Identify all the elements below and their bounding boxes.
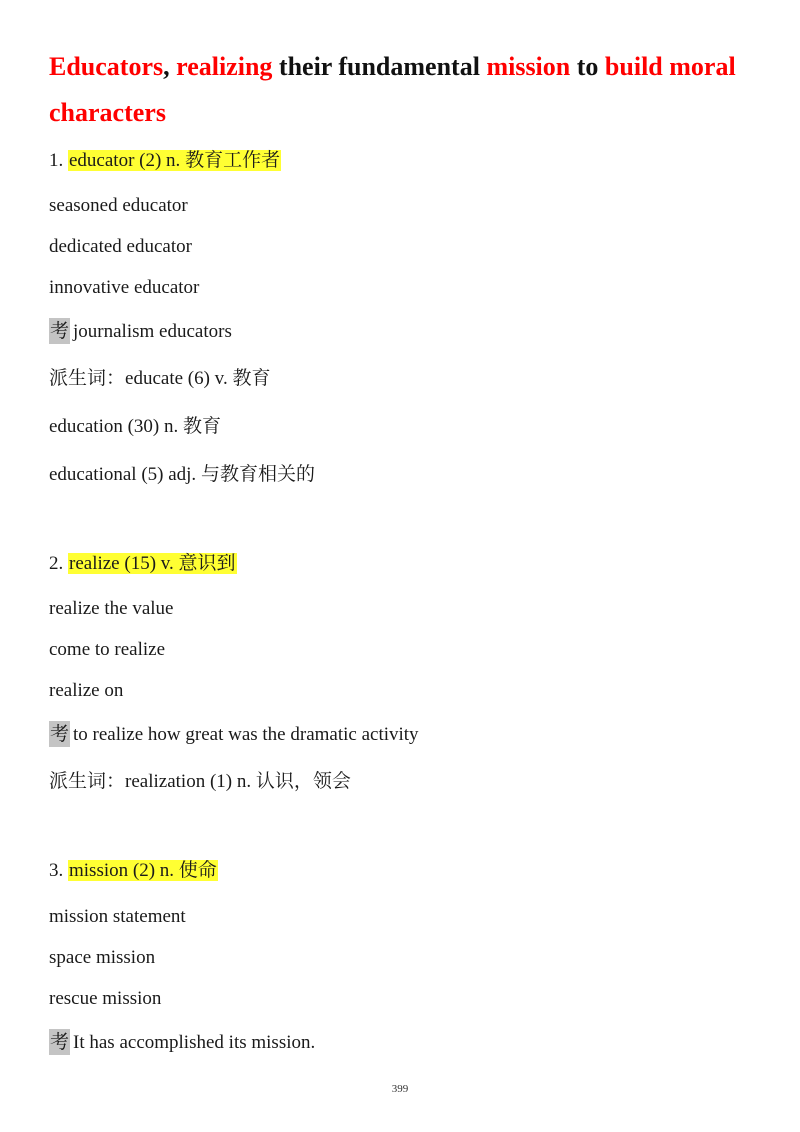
derivative-translation: 认识，领会 [255,770,351,792]
collocation: dedicated educator [49,236,192,257]
collocation: realize the value [49,598,174,619]
derivative-word: education (30) n. [49,416,184,437]
exam-example [49,721,419,748]
collocation: mission statement [49,906,186,927]
headword-translation: 使命 [178,859,217,881]
entry-heading [49,147,281,174]
headword-highlight [68,553,237,574]
exam-example [49,318,232,345]
entry-number: 3. [49,860,68,881]
derivative-word: educational (5) adj. [49,464,201,485]
collocation: rescue mission [49,988,162,1009]
headword: educator (2) n. [69,150,186,171]
headword-highlight [68,860,218,881]
entry-number: 2. [49,553,68,574]
derivative [49,365,270,392]
derivative-translation: 教育 [183,415,222,437]
title-segment: Educators [49,52,164,81]
headword: mission (2) n. [69,860,179,881]
exam-marker: 考 [50,723,70,745]
title-segment: realizing [176,52,273,81]
title-segment: , [163,52,177,81]
derivative-word: educate (6) v. [125,368,233,389]
collocation: space mission [49,947,156,968]
exam-marker: 考 [50,1031,70,1053]
collocation: realize on [49,680,124,701]
title-segment: their fundamental [272,52,487,81]
collocation: seasoned educator [49,195,188,216]
page-title [49,44,769,136]
exam-example-text: It has accomplished its mission. [73,1032,316,1053]
derivative [49,413,221,440]
exam-example [49,1029,315,1056]
exam-example-text: to realize how great was the dramatic activity [73,724,419,745]
headword-translation: 意识到 [178,552,236,574]
collocation: innovative educator [49,277,200,298]
headword: realize (15) v. [69,553,179,574]
entry-heading [49,857,218,884]
derivative-translation: 与教育相关的 [200,463,315,485]
headword-translation: 教育工作者 [185,149,281,171]
derivative [49,461,315,488]
collocation: come to realize [49,639,166,660]
entry-heading [49,550,237,577]
headword-highlight [68,150,281,171]
title-segment: to [570,52,605,81]
page-number: 399 [391,1083,409,1095]
exam-example-text: journalism educators [73,321,232,342]
derivative-translation: 教育 [232,367,271,389]
exam-marker: 考 [50,320,70,342]
entry-number: 1. [49,150,68,171]
derivative [49,768,351,795]
derivative-word: realization (1) n. [125,771,256,792]
derivative-prefix: 派生词： [49,367,126,389]
title-segment: build moral characters [49,52,736,127]
derivative-prefix: 派生词： [49,770,126,792]
title-segment: mission [486,52,571,81]
